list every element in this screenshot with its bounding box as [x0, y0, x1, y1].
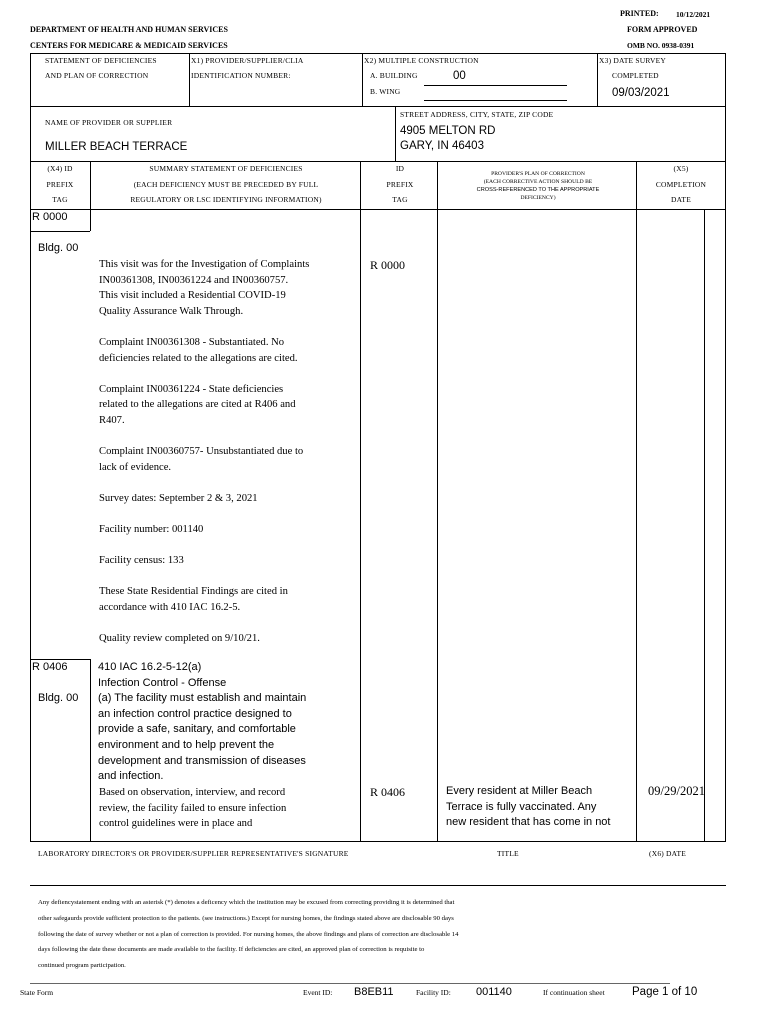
plan-header-1: PROVIDER'S PLAN OF CORRECTION — [491, 171, 585, 177]
completed-label: COMPLETED — [612, 71, 659, 80]
r0406-prefix-tag: R 0406 — [32, 661, 68, 673]
multiple-construction-label: X2) MULTIPLE CONSTRUCTION — [364, 56, 479, 65]
event-id-label: Event ID: — [303, 988, 333, 997]
disclaimer-line: Any defiencystatement ending with an asterisk (*) denotes a deficency which the institution may be excused from correcting providing it is determined that — [38, 899, 455, 906]
x5-header-3: DATE — [671, 195, 691, 204]
plan-header-4: DEFICIENCY) — [520, 195, 556, 201]
summary-paragraph: Facility number: 001140 — [99, 524, 204, 536]
printed-label: PRINTED: — [620, 9, 659, 18]
x5-header-2: COMPLETION — [655, 180, 707, 189]
summary-list — [99, 257, 357, 662]
summary-paragraph: Quality review completed on 9/10/21. — [99, 633, 260, 645]
omb-number: OMB NO. 0938-0391 — [627, 41, 695, 50]
director-signature-label: LABORATORY DIRECTOR'S OR PROVIDER/SUPPLIER REPRESENTATIVE'S SIGNATURE — [38, 849, 349, 858]
statement-label-2: AND PLAN OF CORRECTION — [45, 71, 149, 80]
event-id-value: B8EB11 — [354, 986, 394, 998]
provider-name-value: MILLER BEACH TERRACE — [45, 141, 188, 153]
summary-header-2: (EACH DEFICIENCY MUST BE PRECEDED BY FULL — [133, 180, 319, 189]
summary-paragraph: This visit was for the Investigation of Complaints IN00361308, IN00361224 and IN00360757. This visit included a Residential COVID-19 Quality Assurance Walk Through. — [99, 259, 310, 317]
disclaimer-line: other safegaurds provide sufficient protection to the patients. (see instructions.) Except for nursing homes, the findings stated above are disclosable 90 days — [38, 914, 454, 922]
r0406-id-tag: R 0406 — [370, 785, 406, 799]
provider-name-label: NAME OF PROVIDER OR SUPPLIER — [45, 118, 173, 127]
disclaimer-line: continued program participation. — [38, 962, 126, 970]
summary-paragraph: Survey dates: September 2 & 3, 2021 — [99, 492, 258, 504]
plan-header-3: CROSS-REFERENCED TO THE APPROPRIATE — [476, 187, 600, 193]
disclaimer-line: days following the date these documents are made available to the facility. If deficiencies are cited, an approved plan of correction is requisite to — [38, 946, 425, 954]
printed-date: 10/12/2021 — [676, 10, 711, 19]
facility-id-label: Facility ID: — [416, 988, 451, 997]
r0406-findings-text: Based on observation, interview, and record review, the facility failed to ensure infection control guidelines were in place and — [99, 787, 287, 830]
x4-header-3: TAG — [52, 195, 68, 204]
x4-header-1: (X4) ID — [47, 164, 73, 173]
id-header-2: PREFIX — [386, 180, 414, 189]
summary-paragraph: Complaint IN00360757- Unsubstantiated due to lack of evidence. — [99, 446, 304, 473]
disclaimer-block — [38, 895, 718, 974]
continuation-label: If continuation sheet — [543, 988, 605, 997]
statement-label-1: STATEMENT OF DEFICIENCIES — [45, 56, 157, 65]
signature-date-label: (X6) DATE — [649, 849, 687, 858]
r0000-prefix-tag: R 0000 — [32, 211, 68, 223]
r0000-building: Bldg. 00 — [38, 242, 79, 254]
street-address-line2: GARY, IN 46403 — [400, 140, 484, 152]
building-value: 00 — [453, 70, 466, 82]
r0406-building: Bldg. 00 — [38, 692, 79, 704]
department-title: DEPARTMENT OF HEALTH AND HUMAN SERVICES — [30, 25, 228, 34]
id-header-1: ID — [395, 164, 405, 173]
signature-divider — [30, 885, 726, 886]
survey-date-value: 09/03/2021 — [612, 87, 670, 99]
summary-paragraph: These State Residential Findings are cited in accordance with 410 IAC 16.2-5. — [99, 586, 288, 614]
facility-id-value: 001140 — [476, 986, 512, 998]
provider-id-label-1: X1) PROVIDER/SUPPLIER/CLIA — [191, 56, 304, 65]
r0000-id-tag: R 0000 — [370, 258, 406, 272]
summary-header-3: REGULATORY OR LSC IDENTIFYING INFORMATION) — [130, 195, 322, 204]
state-form-label: State Form — [20, 988, 54, 997]
summary-paragraph: Complaint IN00361308 - Substantiated. No deficiencies related to the allegations are cited. — [99, 336, 298, 364]
date-survey-label: X3) DATE SURVEY — [599, 56, 666, 65]
summary-header-1: SUMMARY STATEMENT OF DEFICIENCIES — [149, 164, 303, 173]
r0406-regulation-text: 410 IAC 16.2-5-12(a) Infection Control - Offense (a) The facility must establish and maintain an infection control practice designed to provide a safe, sanitary, and comfortable environment and to help prevent the development and transmission of diseases and infection. — [98, 661, 307, 783]
centers-title: CENTERS FOR MEDICARE & MEDICAID SERVICES — [30, 41, 228, 50]
wing-underline — [424, 100, 567, 101]
building-underline — [424, 85, 567, 86]
r0406-completion-date: 09/29/2021 — [648, 784, 705, 798]
x5-header-1: (X5) — [673, 164, 689, 173]
x4-header-2: PREFIX — [46, 180, 74, 189]
wing-label: B. WING — [370, 87, 401, 96]
footer-divider — [30, 983, 670, 984]
r0406-plan-text: Every resident at Miller Beach Terrace is fully vaccinated. Any new resident that has come in not — [446, 785, 611, 829]
disclaimer-line: following the date of survey whether or not a plan of correction is provided. For nursing homes, the above findings and plans of correction are disclosable 14 — [38, 930, 459, 938]
provider-id-label-2: IDENTIFICATION NUMBER: — [191, 71, 291, 80]
building-label: A. BUILDING — [370, 71, 418, 80]
page-number: Page 1 of 10 — [632, 986, 698, 998]
plan-header-2: (EACH CORRECTIVE ACTION SHOULD BE — [483, 179, 593, 185]
form-approved: FORM APPROVED — [627, 25, 698, 34]
summary-paragraph: Facility census: 133 — [99, 555, 184, 567]
summary-paragraph: Complaint IN00361224 - State deficiencies related to the allegations are cited at R406 and R407. — [99, 383, 296, 426]
street-address-label: STREET ADDRESS, CITY, STATE, ZIP CODE — [400, 110, 554, 119]
title-label: TITLE — [497, 849, 519, 858]
street-address-line1: 4905 MELTON RD — [400, 125, 496, 137]
id-header-3: TAG — [392, 195, 408, 204]
